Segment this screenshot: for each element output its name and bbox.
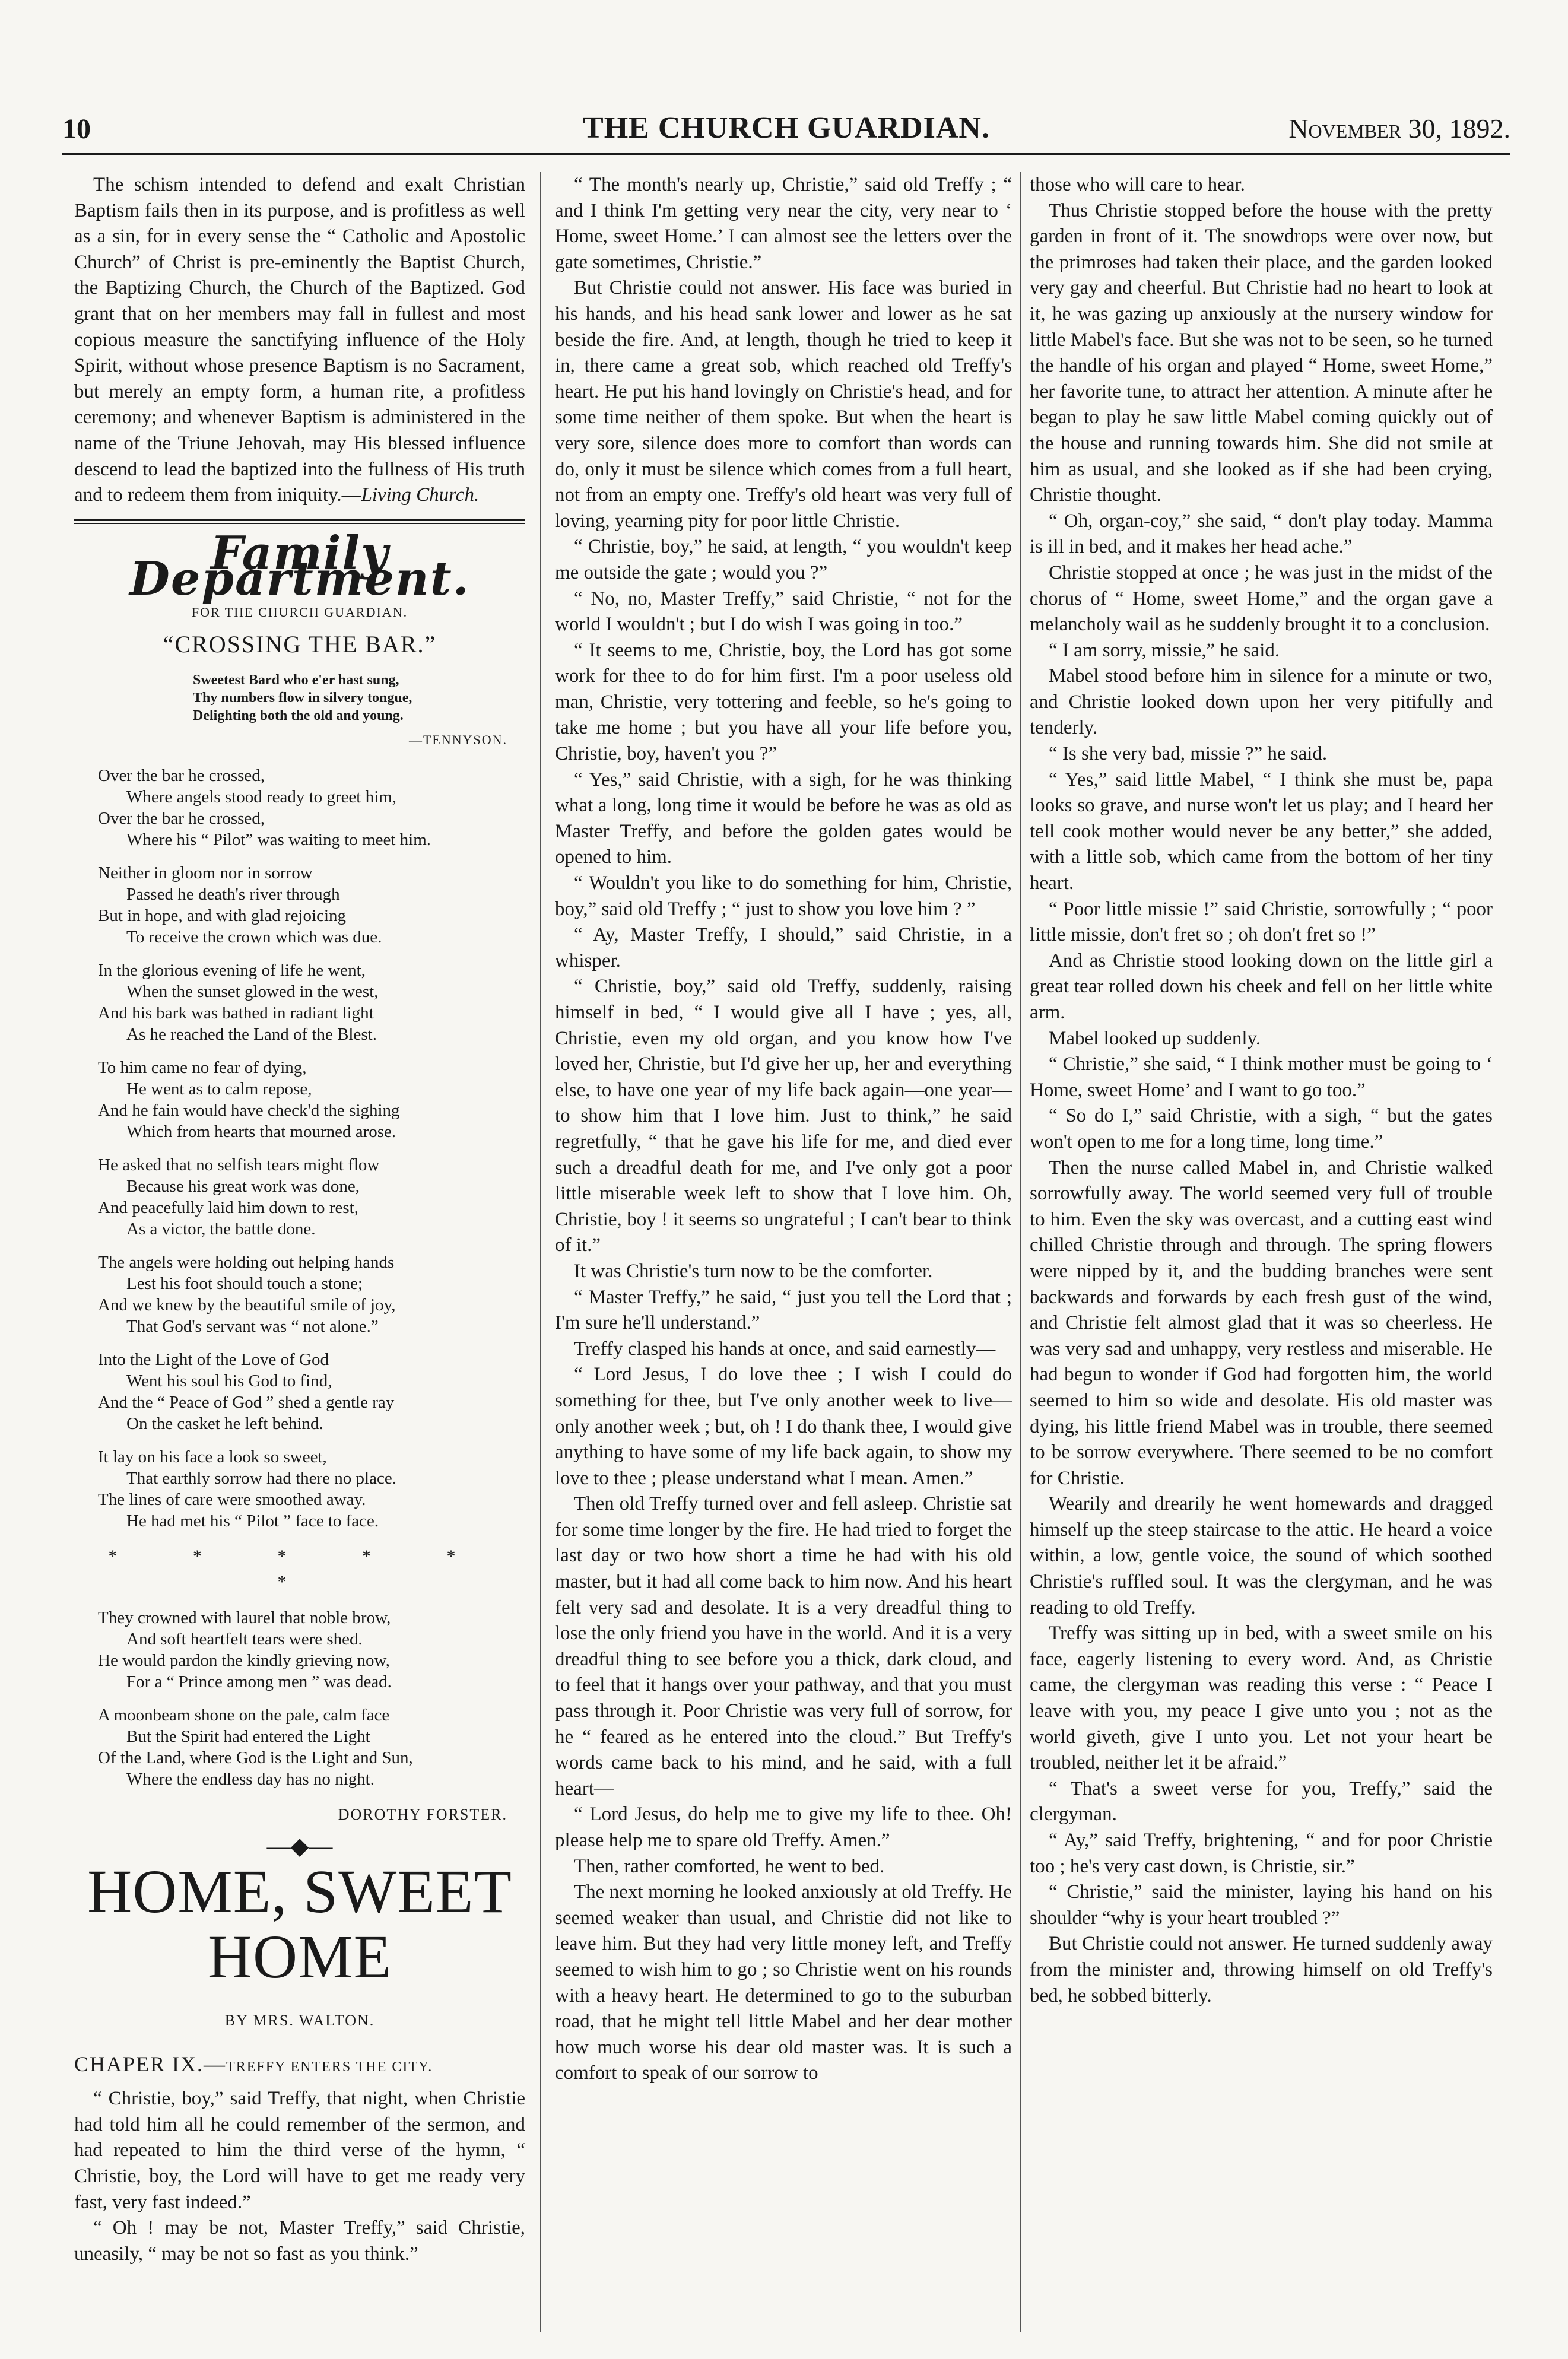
masthead (62, 107, 1510, 155)
epigraph-attribution: —TENNYSON. (408, 732, 507, 748)
story-paragraph: “ Oh ! may be not, Master Treffy,” said Christie, uneasily, “ may be not so fast as you think.” (74, 2217, 525, 2265)
story-paragraph: those who will care to hear. (1030, 174, 1245, 195)
story-paragraph: “ Master Treffy,” he said, “ just you tell the Lord that ; I'm sure he'll understand.” (555, 1286, 1012, 1334)
poem-line: And his bark was bathed in radiant light (98, 1003, 374, 1023)
poem-stanza (98, 765, 525, 850)
poem-line: On the casket he left behind. (126, 1414, 323, 1433)
poem-stanza (98, 1607, 525, 1693)
story-paragraph: Mabel looked up suddenly. (1049, 1027, 1261, 1049)
issue-date: November 30, 1892. (1288, 113, 1510, 144)
story-paragraph: “ Yes,” said Christie, with a sigh, for he was thinking what a long, long time it would be before he was as old as Master Treffy, and before the golden gates would be opened to him. (555, 769, 1012, 868)
story-paragraph: “ Christie, boy,” said old Treffy, suddenly, raising himself in bed, “ I would give all I have ; yes, all, Christie, even my old organ, and you know how I've loved her, Christie, but I'd give her up, her and everything else, to have one year of my life back again—one year—to show him that I love him. Just to think,” he said regretfully, “ that he gave his life for me, and died ever such a dreadful death for me, and I've only got a poor little miserable week left to show that I love him. Oh, Christie, boy ! it seems so ungrateful ; I can't bear to think of it.” (555, 976, 1012, 1256)
story-byline: BY MRS. WALTON. (224, 2012, 375, 2030)
poem-line: And he fain would have check'd the sighing (98, 1100, 400, 1120)
story-paragraph: “ It seems to me, Christie, boy, the Lord has got some work for thee to do for him first. I'm a poor useless old man, Christie, very tottering and feeble, so he's going to take me home ; but you have all your life before you, Christie, boy, haven't you ?” (555, 639, 1012, 765)
epigraph-line: Delighting both the old and young. (193, 708, 404, 724)
story-paragraph: “ Lord Jesus, do help me to give my life to thee. Oh! please help me to spare old Treffy. Amen.” (555, 1804, 1012, 1851)
newspaper-title: THE CHURCH GUARDIAN. (583, 111, 990, 145)
poem-line: Went his soul his God to find, (126, 1371, 332, 1390)
story-paragraph: “ I am sorry, missie,” he said. (1049, 639, 1280, 661)
poem-line: He went as to calm repose, (126, 1079, 312, 1098)
column-rule (1020, 172, 1021, 2332)
poem-line: Passed he death's river through (126, 884, 340, 904)
epigraph-line: Sweetest Bard who e'er hast sung, (193, 672, 399, 688)
story-paragraph: “ Yes,” said little Mabel, “ I think she must be, papa looks so grave, and nurse won't let us play; and I heard her tell cook mother would never be any better,” she added, with a little sob, which came from the bottom of her tiny heart. (1030, 769, 1493, 894)
story-paragraph: “ Poor little missie !” said Christie, sorrowfully ; “ poor little missie, don't fret so ; oh don't fret so !” (1030, 898, 1493, 946)
poem-line: The angels were holding out helping hands (98, 1252, 395, 1272)
story-paragraph: “ Lord Jesus, I do love thee ; I wish I could do something for thee, but I've only another week to live—only another week ; but, oh ! I do thank thee, I would give anything to have some of my life back again, to show my love to thee ; please understand what I mean. Amen.” (555, 1364, 1012, 1489)
story-paragraph: “ Wouldn't you like to do something for him, Christie, boy,” said old Treffy ; “ just to show you love him ? ” (555, 872, 1012, 920)
poem-stanza (98, 1057, 525, 1142)
story-paragraph: And as Christie stood looking down on the little girl a great tear rolled down his cheek and fell on her little white arm. (1030, 950, 1493, 1023)
poem-line: Neither in gloom nor in sorrow (98, 863, 313, 882)
poem-line: To him came no fear of dying, (98, 1058, 307, 1077)
story-paragraph: Then, rather comforted, he went to bed. (574, 1855, 885, 1877)
poem-stanza (98, 1704, 525, 1790)
poem-line: And the “ Peace of God ” shed a gentle ray (98, 1392, 395, 1412)
poem-stanza (98, 1446, 525, 1532)
story-paragraph: “ Christie,” said the minister, laying his hand on his shoulder “why is your heart troubled ?” (1030, 1881, 1493, 1929)
story-paragraph: Wearily and drearily he went homewards and dragged himself up the steep staircase to the attic. He heard a voice within, a low, gentle voice, the sound of which soothed Christie's ruffled soul. It was the clergyman, and he was reading to old Treffy. (1030, 1493, 1493, 1618)
poem-line: They crowned with laurel that noble brow, (98, 1608, 391, 1627)
section-divider (74, 519, 525, 524)
poem-line: Over the bar he crossed, (98, 808, 265, 828)
story-paragraph: Then the nurse called Mabel in, and Christie walked sorrowfully away. The world seemed very full of trouble to him. Even the sky was overcast, and a cutting east wind chilled Christie through and through. The spring flowers were nipped by it, and the budding branches were sent backwards and forwards by each fresh gust of the wind, and Christie felt almost glad that it was so cheerless. He was very sad and unhappy, very restless and miserable. He had begun to wonder if God had forgotten him, the world seemed to him so wide and desolate. His old master was dying, his little friend Mabel was in trouble, there seemed to be sorrow everywhere. There seemed to be no comfort for Christie. (1030, 1157, 1493, 1489)
poem-line: When the sunset glowed in the west, (126, 982, 379, 1001)
story-paragraph: “ Christie,” she said, “ I think mother must be going to ‘ Home, sweet Home’ and I want to go too.” (1030, 1053, 1493, 1101)
poem-line: In the glorious evening of life he went, (98, 960, 366, 980)
poem-line: A moonbeam shone on the pale, calm face (98, 1705, 390, 1725)
story-paragraph: “ No, no, Master Treffy,” said Christie, “ not for the world I wouldn't ; but I do wish I was going in too.” (555, 588, 1012, 636)
story-paragraph: “ Christie, boy,” said Treffy, that night, when Christie had told him all he could remember of the sermon, and had repeated to him the third verse of the hymn, “ Christie, boy, the Lord will have to get me ready very fast, very fast indeed.” (74, 2088, 525, 2213)
poem-line: He would pardon the kindly grieving now, (98, 1650, 390, 1670)
column-rule (540, 172, 541, 2332)
poem-line: Of the Land, where God is the Light and Sun, (98, 1748, 413, 1767)
story-paragraph: But Christie could not answer. He turned suddenly away from the minister and, throwing himself on old Treffy's bed, he sobbed bitterly. (1030, 1933, 1493, 2006)
story-paragraph: Christie stopped at once ; he was just in the midst of the chorus of “ Home, sweet Home,” and the organ gave a melancholy wail as he suddenly brought it to a conclusion. (1030, 561, 1493, 636)
poem-line: The lines of care were smoothed away. (98, 1490, 366, 1509)
story-paragraph: “ Oh, organ-coy,” she said, “ don't play today. Mamma is ill in bed, and it makes her head ache.” (1030, 510, 1493, 558)
poem-line: Where his “ Pilot” was waiting to meet him. (126, 830, 431, 849)
poem-line: But the Spirit had entered the Light (126, 1726, 370, 1746)
ornament-divider: —◆— (266, 1833, 333, 1860)
poem-stanza (98, 1252, 525, 1337)
story-title: HOME, SWEET HOME (87, 1858, 512, 1992)
baptism-article (74, 172, 525, 509)
poem-line: That earthly sorrow had there no place. (126, 1468, 396, 1488)
story-paragraph: Treffy was sitting up in bed, with a sweet smile on his face, eagerly listening to every word. And, as Christie came, the clergyman was reading this verse : “ Peace I leave with you, my peace I give unto you ; not as the world giveth, give I unto you. Let not your heart be troubled, neither let it be afraid.” (1030, 1623, 1493, 1774)
chapter-subtitle: TREFFY ENTERS THE CITY. (226, 2059, 433, 2075)
chapter-heading (74, 2052, 525, 2081)
poem-line: Into the Light of the Love of God (98, 1350, 329, 1369)
poem-line: It lay on his face a look so sweet, (98, 1447, 327, 1466)
story-paragraph: The next morning he looked anxiously at old Treffy. He seemed weaker than usual, and Christie did not like to leave him. But they had very little money left, and Treffy seemed to wish him to go ; so Christie went on his rounds with a heavy heart. He determined to go to the suburban road, that he might tell little Mabel and her dear mother how much worse his dear old master was. It is such a comfort to speak of our sorrow to (555, 1881, 1012, 2084)
story-paragraph: “ So do I,” said Christie, with a sigh, “ but the gates won't open to me for a long time, long time.” (1030, 1105, 1493, 1152)
story-paragraph: “ Ay,” said Treffy, brightening, “ and for poor Christie too ; he's very cast down, is Christie, sir.” (1030, 1830, 1493, 1877)
baptism-source: Living Church. (361, 484, 480, 506)
poem-line: And soft heartfelt tears were shed. (126, 1629, 363, 1649)
story-paragraph: Treffy clasped his hands at once, and said earnestly— (574, 1338, 996, 1360)
asterism-row: * * * * * * (108, 1546, 491, 1592)
story-paragraph: “ Christie, boy,” he said, at length, “ you wouldn't keep me outside the gate ; would you ?” (555, 536, 1012, 583)
story-paragraph: Then old Treffy turned over and fell asleep. Christie sat for some time longer by the fire. He had tried to forget the last day or two how short a time he had with his old master, but it had all come back to him now. And his heart felt very sad and desolate. It is a very dreadful thing to lose the only friend you have in the world. And it is a very dreadful thing to see before you a thick, dark cloud, and to feel that it hangs over your pathway, and that you must pass through it. Poor Christie was very full of sorrow, for he “ feared as he entered into the cloud.” But Treffy's words came back to his mind, and he said, with a full heart— (555, 1493, 1012, 1799)
story-paragraph: “ Ay, Master Treffy, I should,” said Christie, in a whisper. (555, 924, 1012, 971)
poem-line: And we knew by the beautiful smile of joy, (98, 1295, 396, 1315)
story-paragraph: But Christie could not answer. His face was buried in his hands, and his head sank lower and lower as he sat beside the fire. And, at length, though he tried to keep it in, there came a great sob, which reached old Treffy's heart. He put his hand lovingly on Christie's head, and for some time neither of them spoke. But when the heart is very sore, silence does more to comfort than words can do, only it must be silence which comes from a full heart, not from an empty one. Treffy's old heart was very full of loving, yearning pity for poor little Christie. (555, 277, 1012, 532)
column-1 (74, 172, 525, 2332)
poem-stanza (98, 1154, 525, 1240)
poem-line: That God's servant was “ not alone.” (126, 1316, 379, 1336)
poem-line: For a “ Prince among men ” was dead. (126, 1672, 392, 1691)
poem-author: DOROTHY FORSTER. (338, 1805, 507, 1823)
poem-line: As he reached the Land of the Blest. (126, 1024, 377, 1044)
poem-line: As a victor, the battle done. (126, 1219, 316, 1239)
story-paragraph: Thus Christie stopped before the house with the pretty garden in front of it. The snowdrops were over now, but the primroses had taken their place, and the garden looked very gay and cheerful. But Christie had no heart to look at it, he was gazing up anxiously at the nursery window for little Mabel's face. But she was not to be seen, so he turned the handle of his organ and played “ Home, sweet Home,” her favorite tune, to attract her attention. A minute after he began to play he saw little Mabel coming quickly out of the house and running towards him. She did not smile at him as usual, and she looked as if she had been crying, Christie thought. (1030, 199, 1493, 506)
story-paragraph: It was Christie's turn now to be the comforter. (574, 1260, 933, 1282)
poem-line: Lest his foot should touch a stone; (126, 1274, 363, 1293)
story-paragraph: “ That's a sweet verse for you, Treffy,” said the clergyman. (1030, 1777, 1493, 1825)
poem-line: He asked that no selfish tears might flow (98, 1155, 380, 1174)
chapter-label: CHAPER IX.— (74, 2052, 227, 2076)
poem-line: He had met his “ Pilot ” face to face. (126, 1511, 379, 1531)
baptism-paragraph: The schism intended to defend and exalt Christian Baptism fails then in its purpose, and is profitless as well as a sin, for in every sense the “ Catholic and Apostolic Church” of Christ is pre-eminently the Baptist Church, the Baptizing Church, the Church of the Baptized. God grant that on her members may fall in fullest and most copious measure the sanctifying influence of the Holy Spirit, without whose presence Baptism is no Sacrament, but merely an empty form, a human rite, a profitless ceremony; and whenever Baptism is administered in the name of the Triune Jehovah, may His blessed influence descend to lead the baptized into the fullness of His truth and to redeem them from iniquity.— (74, 174, 525, 506)
epigraph-line: Thy numbers flow in silvery tongue, (193, 690, 412, 706)
poem-line: Where angels stood ready to greet him, (126, 787, 396, 807)
poem-line: Over the bar he crossed, (98, 766, 265, 785)
poem-stanza (98, 960, 525, 1045)
poem-epigraph (193, 671, 525, 725)
column-3 (1030, 172, 1493, 2332)
department-heading: Family Department. (129, 526, 470, 607)
poem-credit: FOR THE CHURCH GUARDIAN. (191, 604, 408, 620)
poem-line: But in hope, and with glad rejoicing (98, 906, 347, 925)
story-paragraph: “ The month's nearly up, Christie,” said old Treffy ; “ and I think I'm getting very near the city, very near to ‘ Home, sweet Home.’ I can almost see the letters over the gate sometimes, Christie.” (555, 174, 1012, 273)
poem-title: “CROSSING THE BAR.” (163, 630, 437, 658)
poem-line: To receive the crown which was due. (126, 927, 382, 947)
page-number: 10 (62, 113, 91, 145)
poem-line: Where the endless day has no night. (126, 1769, 374, 1789)
story-paragraph: Mabel stood before him in silence for a minute or two, and Christie looked down upon her very pitifully and tenderly. (1030, 665, 1493, 739)
poem-line: Because his great work was done, (126, 1176, 360, 1196)
column-2 (555, 172, 1012, 2332)
poem-stanza (98, 862, 525, 948)
story-paragraph: “ Is she very bad, missie ?” he said. (1049, 743, 1328, 765)
poem-line: Which from hearts that mourned arose. (126, 1122, 396, 1141)
poem-line: And peacefully laid him down to rest, (98, 1198, 358, 1217)
poem-stanza (98, 1349, 525, 1434)
